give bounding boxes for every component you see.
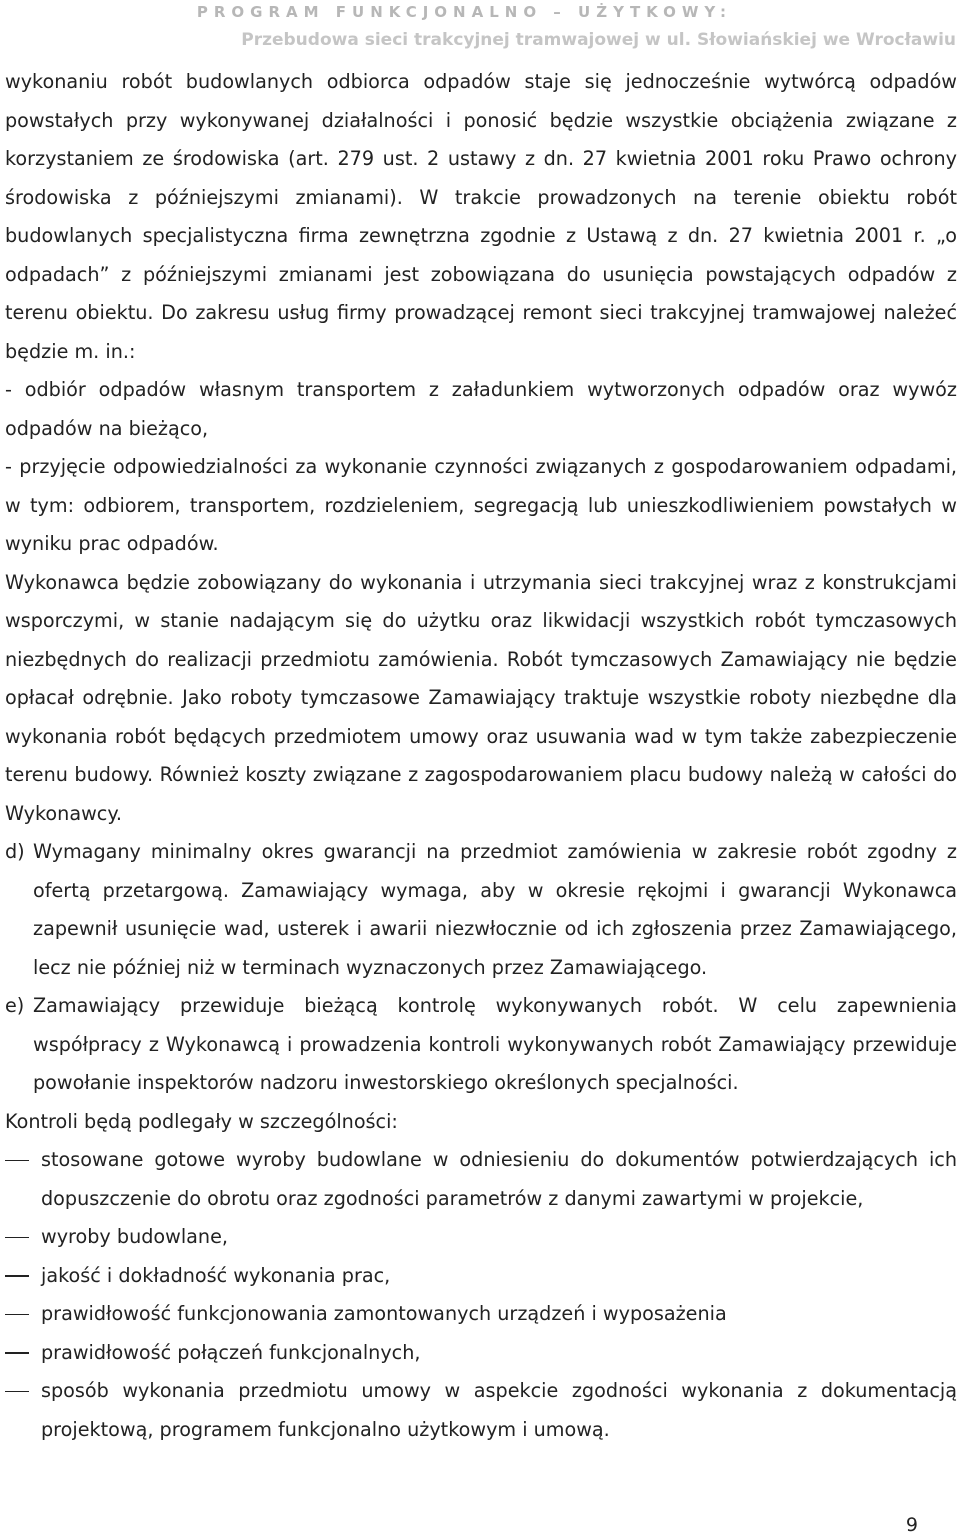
header-program-title: PROGRAM FUNKCJONALNO – UŻYTKOWY: <box>196 3 732 21</box>
list-item-text: wyroby budowlane, <box>41 1225 228 1248</box>
item-marker: e) <box>5 994 25 1017</box>
paragraph-contractor-obligations: Wykonawca będzie zobowiązany do wykonania i utrzymania sieci trakcyjnej wraz z konstrukcjami wsporczymi, w stanie nadającym się do użytku oraz likwidacji wszystkich robót tymczasowych niezbędnych do realizacji przedmiotu zamówienia. Robót tymczasowych Zamawiający nie będzie opłacał odrębnie. Jako roboty tymczasowe Zamawiający traktuje wszystkie roboty niezbędne dla wykonania robót będących przedmiotem umowy oraz usuwania wad w tym także zabezpieczenie terenu budowy. Również koszty związane z zagospodarowaniem placu budowy należą w całości do Wykonawcy. <box>5 570 957 825</box>
paragraph-waste-intro: wykonaniu robót budowlanych odbiorca odpadów staje się jednocześnie wytwórcą odpadów powstałych przy wykonywanej działalności i ponosić będzie wszystkie obciążenia związane z korzystaniem ze środowiska (art. 279 ust. 2 ustawy z dn. 27 kwietnia 2001 roku Prawo ochrony środowiska z późniejszymi zmianami). W trakcie prowadzonych na terenie obiektu robót budowlanych specjalistyczna firma zewnętrzna zgodnie z Ustawą z dn. 27 kwietnia 2001 r. „o odpadach” z późniejszymi zmianami jest zobowiązana do usunięcia powstających odpadów z terenu obiektu. Do zakresu usług firmy prowadzącej remont sieci trakcyjnej tramwajowej należeć będzie m. in.: <box>5 70 957 363</box>
dash-bullet-icon <box>5 1141 41 1218</box>
control-list <box>5 1141 957 1449</box>
list-item <box>5 1334 957 1373</box>
list-item <box>5 1141 957 1218</box>
dash-bullet-icon <box>5 1218 41 1257</box>
control-intro: Kontroli będą podlegały w szczególności: <box>5 1109 398 1133</box>
item-text: Wymagany minimalny okres gwarancji na przedmiot zamówienia w zakresie robót zgodny z ofertą przetargową. Zamawiający wymaga, aby w okresie rękojmi i gwarancji Wykonawca zapewnił usunięcie wad, usterek i awarii niezwłocznie od ich zgłoszenia przez Zamawiającego, lecz nie później niż w terminach wyznaczonych przez Zamawiającego. <box>33 840 957 979</box>
list-item <box>5 1218 957 1257</box>
item-marker: d) <box>5 840 25 863</box>
item-e-supervision <box>5 987 957 1103</box>
item-d-warranty <box>5 833 957 987</box>
list-item-text: prawidłowość funkcjonowania zamontowanych urządzeń i wyposażenia <box>41 1302 727 1325</box>
dash-bullet-icon <box>5 1257 41 1296</box>
dash-bullet-icon <box>5 1372 41 1449</box>
list-item <box>5 1257 957 1296</box>
dash-bullet-icon <box>5 1334 41 1373</box>
paragraph-waste-collection: - odbiór odpadów własnym transportem z załadunkiem wytworzonych odpadów oraz wywóz odpadów na bieżąco, <box>5 378 957 440</box>
dash-bullet-icon <box>5 1295 41 1334</box>
document-body <box>5 63 957 1449</box>
list-item-text: stosowane gotowe wyroby budowlane w odniesieniu do dokumentów potwierdzających ich dopuszczenie do obrotu oraz zgodności parametrów z danymi zawartymi w projekcie, <box>41 1148 957 1210</box>
header-project-subtitle: Przebudowa sieci trakcyjnej tramwajowej w ul. Słowiańskiej we Wrocławiu <box>241 30 956 50</box>
page-number: 9 <box>905 1514 918 1536</box>
paragraph-waste-responsibility: - przyjęcie odpowiedzialności za wykonanie czynności związanych z gospodarowaniem odpadami, w tym: odbiorem, transportem, rozdzieleniem, segregacją lub unieszkodliwieniem powstałych w wyniku prac odpadów. <box>5 455 957 555</box>
item-text: Zamawiający przewiduje bieżącą kontrolę wykonywanych robót. W celu zapewnienia współpracy z Wykonawcą i prowadzenia kontroli wykonywanych robót Zamawiający przewiduje powołanie inspektorów nadzoru inwestorskiego określonych specjalności. <box>33 994 957 1094</box>
list-item-text: sposób wykonania przedmiotu umowy w aspekcie zgodności wykonania z dokumentacją projektową, programem funkcjonalno użytkowym i umową. <box>41 1379 957 1441</box>
list-item <box>5 1295 957 1334</box>
list-item-text: prawidłowość połączeń funkcjonalnych, <box>41 1340 421 1364</box>
list-item <box>5 1372 957 1449</box>
list-item-text: jakość i dokładność wykonania prac, <box>41 1263 391 1287</box>
